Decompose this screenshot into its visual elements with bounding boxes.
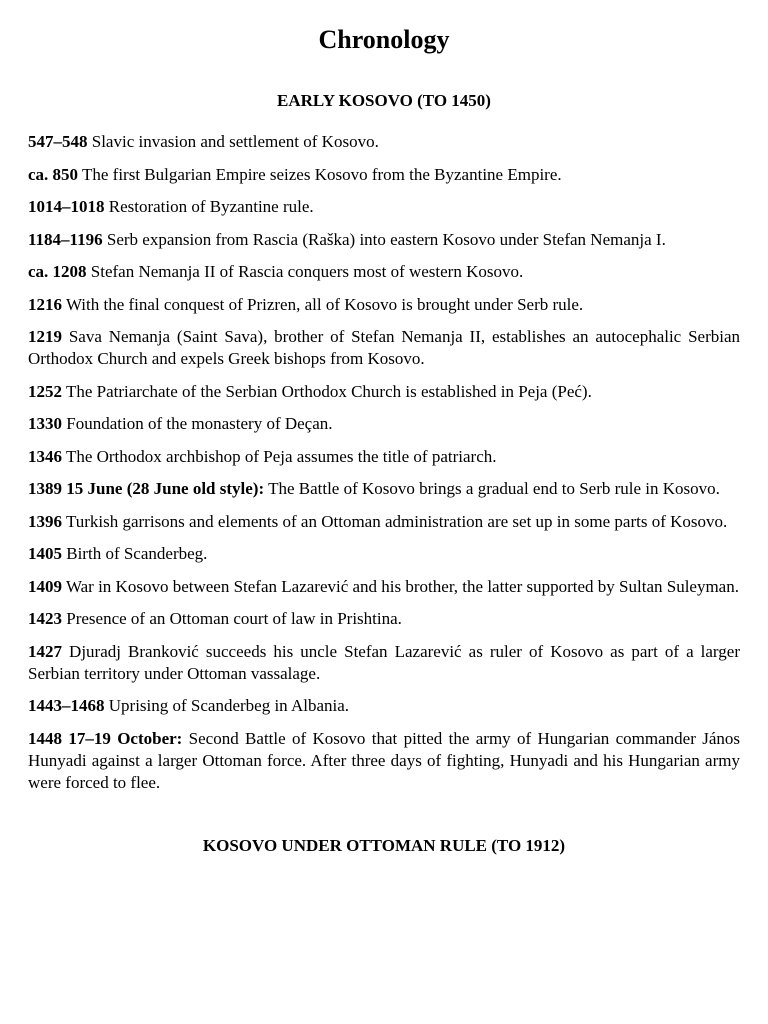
entry-date: 1389 15 June (28 June old style): — [28, 479, 265, 498]
entry-date: 547–548 — [28, 132, 88, 151]
chronology-entry — [28, 326, 740, 370]
chronology-list — [28, 131, 740, 794]
entry-text: Stefan Nemanja II of Rascia conquers most of western Kosovo. — [86, 262, 524, 281]
entry-date: 1014–1018 — [28, 197, 105, 216]
entry-text: With the final conquest of Prizren, all of Kosovo is brought under Serb rule. — [62, 294, 584, 314]
entry-text: Restoration of Byzantine rule. — [104, 197, 314, 216]
entry-text: Turkish garrisons and elements of an Ottoman administration are set up in some parts of Kosovo. — [62, 511, 728, 531]
entry-text: Slavic invasion and settlement of Kosovo. — [87, 132, 379, 151]
chronology-entry — [28, 695, 740, 717]
chronology-entry — [28, 381, 740, 403]
entry-date: 1396 — [28, 511, 62, 531]
entry-date: 1330 — [28, 414, 62, 433]
entry-date: 1443–1468 — [28, 696, 105, 715]
section-heading-ottoman-rule: KOSOVO UNDER OTTOMAN RULE (TO 1912) — [202, 835, 566, 855]
entry-date: 1405 — [28, 544, 62, 563]
chronology-entry — [28, 641, 740, 685]
entry-text: Presence of an Ottoman court of law in Prishtina. — [62, 609, 402, 628]
chronology-entry — [28, 511, 740, 533]
entry-date: 1409 — [28, 576, 62, 596]
entry-date: 1216 — [28, 294, 62, 314]
entry-date: ca. 850 — [28, 164, 79, 184]
chronology-entry — [28, 413, 740, 435]
entry-text: Birth of Scanderbeg. — [62, 544, 208, 563]
chronology-entry — [28, 543, 740, 565]
entry-date: 1448 17–19 October: — [28, 728, 183, 748]
entry-date: 1423 — [28, 609, 62, 628]
entry-text: War in Kosovo between Stefan Lazarević and his brother, the latter supported by Sultan Suleyman. — [62, 576, 739, 596]
section-heading-early-kosovo: EARLY KOSOVO (TO 1450) — [277, 91, 491, 110]
entry-text: The Orthodox archbishop of Peja assumes the title of patriarch. — [62, 446, 497, 466]
chronology-entry — [28, 478, 740, 500]
page-title: Chronology — [318, 25, 450, 54]
entry-text: Uprising of Scanderbeg in Albania. — [104, 696, 350, 715]
entry-text: The Patriarchate of the Serbian Orthodox Church is established in Peja (Peć). — [62, 381, 592, 401]
entry-date: 1184–1196 — [28, 229, 103, 249]
entry-text: The Battle of Kosovo brings a gradual end to Serb rule in Kosovo. — [264, 479, 720, 498]
entry-text: Foundation of the monastery of Deçan. — [62, 414, 333, 433]
entry-text: Sava Nemanja (Saint Sava), brother of Stefan Nemanja II, establishes an autocephalic Serbian Orthodox Church and expels Greek bishops from Kosovo. — [28, 327, 740, 368]
entry-text: Second Battle of Kosovo that pitted the army of Hungarian commander János Hunyadi against a larger Ottoman force. After three days of fighting, Hunyadi and his Hungarian army were forced to flee. — [28, 728, 740, 792]
entry-date: ca. 1208 — [28, 262, 87, 281]
entry-text: Serb expansion from Rascia (Raška) into eastern Kosovo under Stefan Nemanja I. — [102, 229, 666, 249]
chronology-entry — [28, 294, 740, 316]
chronology-entry — [28, 164, 740, 186]
chronology-entry — [28, 261, 740, 283]
entry-date: 1219 — [28, 327, 62, 346]
chronology-entry — [28, 608, 740, 630]
entry-date: 1427 — [28, 641, 62, 661]
entry-text: Djuradj Branković succeeds his uncle Stefan Lazarević as ruler of Kosovo as part of a larger Serbian territory under Ottoman vassalage. — [28, 641, 740, 683]
chronology-entry — [28, 229, 740, 251]
chronology-entry — [28, 576, 740, 598]
entry-date: 1346 — [28, 446, 62, 466]
chronology-entry — [28, 728, 740, 794]
chronology-entry — [28, 131, 740, 153]
entry-date: 1252 — [28, 381, 62, 401]
chronology-entry — [28, 446, 740, 468]
chronology-entry — [28, 196, 740, 218]
entry-text: The first Bulgarian Empire seizes Kosovo from the Byzantine Empire. — [78, 164, 562, 184]
